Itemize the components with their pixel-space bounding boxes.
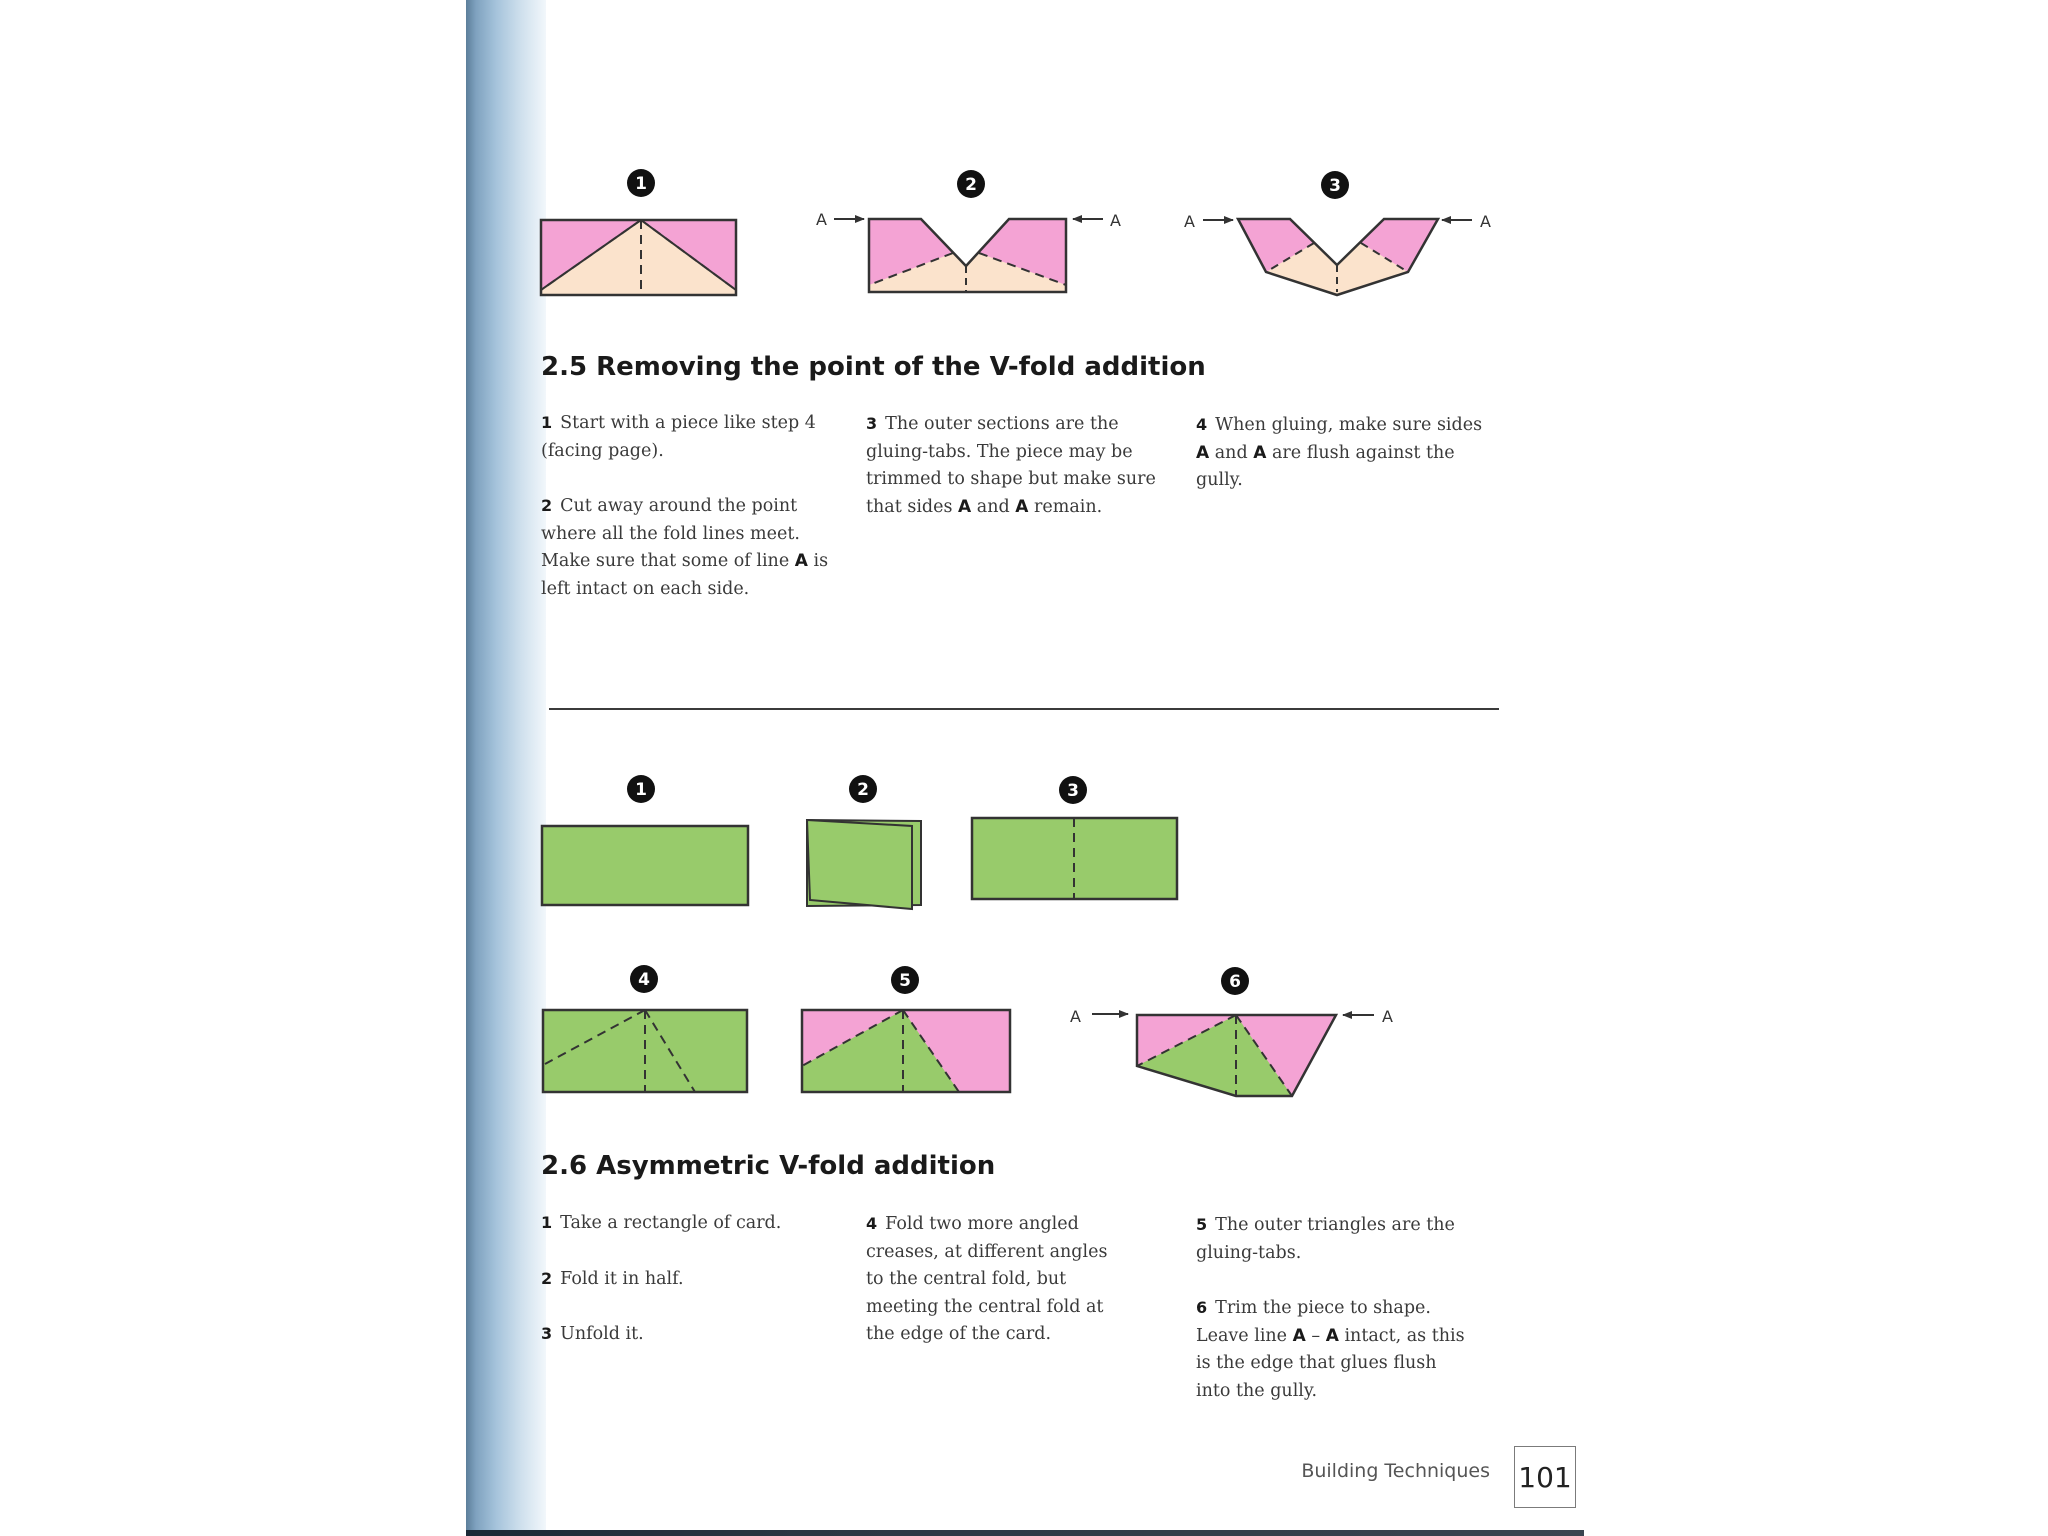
step-number: 4 (866, 1214, 878, 1233)
instruction-step (541, 1265, 841, 1294)
step-marker-26-5 (891, 966, 919, 994)
side-label-a: A (1110, 211, 1121, 230)
step-number: 3 (541, 1324, 553, 1343)
step-text: and (976, 496, 1010, 517)
step-number: 2 (541, 1268, 553, 1288)
diagram-25-step-1 (541, 220, 736, 295)
side-label-a: A (1015, 496, 1029, 517)
step-marker-26-4 (630, 965, 658, 993)
instruction-step (1196, 1294, 1466, 1405)
side-label-a: A (1196, 442, 1210, 463)
side-label-a: A (1253, 442, 1267, 463)
step-text: Start with a piece like step 4 (facing page). (541, 413, 816, 461)
step-marker-26-6 (1221, 967, 1249, 995)
step-text: When gluing, make sure sides (1215, 415, 1483, 435)
instruction-step (541, 492, 841, 603)
side-label-a: A (1184, 212, 1195, 231)
step-text: are flush against the gully. (1196, 442, 1455, 490)
step-number: 2 (541, 496, 553, 515)
diagram-26-step-3 (972, 818, 1177, 899)
side-label-a: A (1292, 1325, 1306, 1346)
running-footer: Building Techniques (1301, 1460, 1490, 1482)
instruction-step (541, 1320, 841, 1349)
svg-text:6: 6 (1229, 972, 1241, 992)
diagram-25-a-arrows (834, 219, 1472, 220)
side-label-a: A (1382, 1007, 1393, 1026)
svg-text:2: 2 (857, 780, 869, 800)
svg-text:3: 3 (1067, 781, 1079, 801)
diagram-25-step-3 (1238, 219, 1438, 295)
step-text: Cut away around the point where all the fold lines meet. Make sure that some of line (541, 496, 800, 571)
section-25-column-1 (541, 409, 841, 630)
step-text: is left intact on each side. (541, 551, 829, 599)
step-text: The outer sections are the gluing-tabs. The piece may be trimmed to shape but make sure that sides (866, 414, 1156, 517)
diagram-25-step-2 (869, 219, 1066, 292)
step-text: – (1311, 1325, 1321, 1346)
side-label-a: A (816, 210, 827, 229)
page-bottom-shadow (466, 1530, 1584, 1536)
step-text: Fold it in half. (560, 1268, 684, 1289)
step-text: and (1214, 442, 1248, 463)
svg-text:5: 5 (899, 971, 911, 991)
step-marker-26-2 (849, 775, 877, 803)
step-marker-26-3 (1059, 776, 1087, 804)
svg-text:3: 3 (1329, 176, 1341, 196)
side-label-a: A (1325, 1325, 1339, 1346)
instruction-step (1196, 411, 1496, 495)
book-page (466, 0, 1584, 1536)
step-text: remain. (1034, 496, 1103, 517)
step-text: Fold two more angled creases, at different angles to the central fold, but meeting the central fold at the edge of the card. (866, 1214, 1108, 1344)
section-26-column-1 (541, 1209, 841, 1376)
side-label-a: A (958, 496, 972, 517)
svg-text:2: 2 (965, 175, 977, 195)
step-text: intact, as this is the edge that glues flush into the gully. (1196, 1325, 1465, 1401)
section-heading-2-5: 2.5 Removing the point of the V-fold addition (541, 352, 1206, 382)
diagram-26-step-1 (542, 826, 748, 905)
step-text: Unfold it. (560, 1324, 644, 1344)
step-number: 5 (1196, 1215, 1208, 1234)
step-marker-26-1 (627, 775, 655, 803)
step-number: 1 (541, 413, 553, 432)
page-number: 101 (1514, 1446, 1576, 1508)
svg-text:1: 1 (635, 780, 647, 800)
section-divider (549, 708, 1499, 710)
side-label-a: A (1070, 1007, 1081, 1026)
step-number: 6 (1196, 1298, 1208, 1317)
step-number: 1 (541, 1213, 553, 1232)
svg-text:1: 1 (635, 174, 647, 194)
step-text: Trim the piece to shape. Leave line (1196, 1298, 1431, 1346)
step-number: 3 (866, 414, 878, 433)
instruction-step (541, 1209, 841, 1238)
diagram-26-step-2 (807, 820, 921, 909)
section-25-column-3 (1196, 411, 1496, 522)
svg-text:4: 4 (638, 970, 650, 990)
step-text: Take a rectangle of card. (560, 1213, 782, 1233)
side-label-a: A (794, 551, 808, 571)
step-marker-25-2 (957, 170, 985, 198)
diagram-26-step-4 (543, 1010, 747, 1092)
step-text: The outer triangles are the gluing-tabs. (1196, 1215, 1455, 1263)
instruction-step (866, 410, 1166, 521)
section-26-column-3 (1196, 1211, 1466, 1432)
step-marker-25-3 (1321, 171, 1349, 199)
diagram-26-step-5 (802, 1010, 1010, 1092)
section-25-column-2 (866, 410, 1166, 548)
diagram-26-step-6 (1137, 1015, 1336, 1096)
step-number: 4 (1196, 415, 1208, 434)
step-marker-25-1 (627, 169, 655, 197)
instruction-step (1196, 1211, 1466, 1267)
section-26-column-2 (866, 1210, 1121, 1376)
section-heading-2-6: 2.6 Asymmetric V-fold addition (541, 1151, 996, 1181)
instruction-step (541, 409, 841, 465)
instruction-step (866, 1210, 1121, 1349)
side-label-a: A (1480, 212, 1491, 231)
